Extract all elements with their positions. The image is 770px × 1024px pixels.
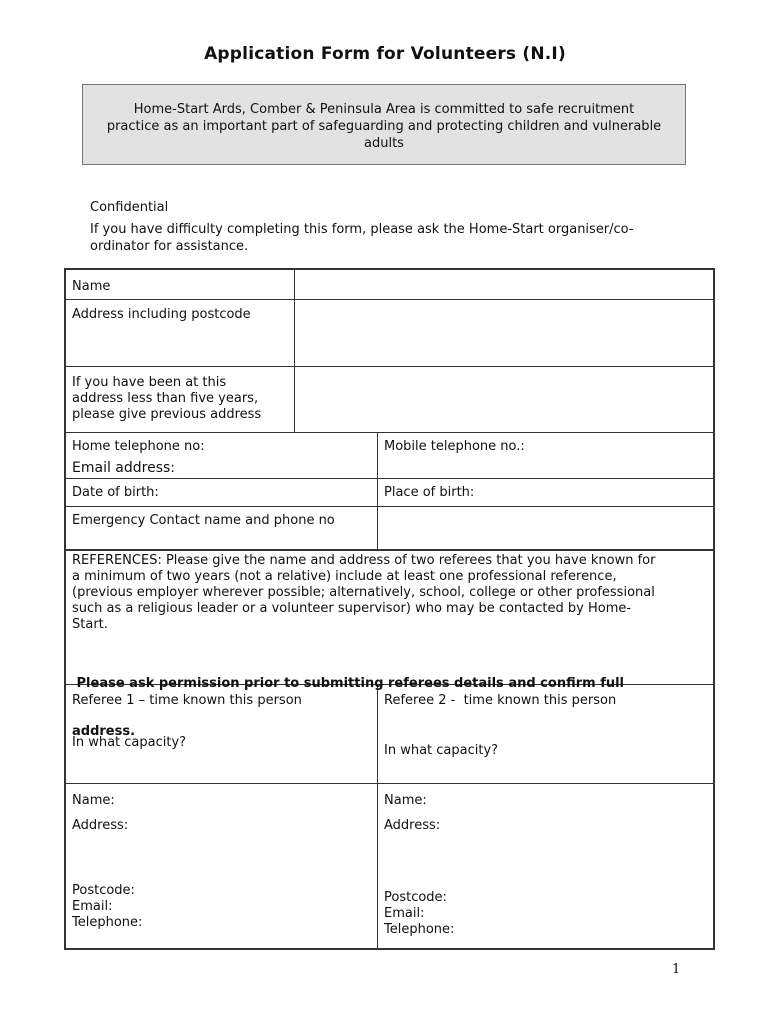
previous-address-label: [72, 375, 261, 423]
references-line-4: such as a religious leader or a volunteer supervisor) who may be contacted by Home-: [72, 601, 632, 616]
date-of-birth-label: Date of birth:: [72, 485, 159, 500]
safeguarding-notice: [82, 84, 686, 165]
referee-2-address-label: Address:: [384, 818, 441, 833]
referee-1-capacity-label: In what capacity?: [72, 735, 187, 750]
referee-1-time-label: Referee 1 – time known this person: [72, 693, 302, 708]
references-instructions: [72, 553, 712, 633]
emergency-contact-input[interactable]: [378, 507, 713, 549]
references-line-2: a minimum of two years (not a relative) include at least one professional reference,: [72, 569, 617, 584]
notice-line-1: Home-Start Ards, Comber & Peninsula Area is committed to safe recruitment: [133, 102, 635, 117]
referee-2-email-label: Email:: [384, 906, 425, 921]
referee-2-capacity-label: In what capacity?: [384, 743, 499, 758]
address-label: Address including postcode: [72, 307, 251, 322]
row-divider: [66, 478, 713, 479]
application-table: [64, 268, 715, 950]
confidential-label: Confidential: [90, 200, 169, 215]
references-line-1: REFERENCES: Please give the name and address of two referees that you have known for: [72, 553, 656, 568]
home-telephone-label: Home telephone no:: [72, 439, 205, 454]
email-label: Email address:: [72, 460, 176, 476]
help-line-2: ordinator for assistance.: [90, 239, 249, 254]
permission-line-1: Please ask permission prior to submitting referees details and confirm full: [72, 676, 625, 691]
row-divider: [66, 783, 713, 784]
previous-address-line-1: If you have been at this: [72, 375, 227, 390]
mobile-telephone-label: Mobile telephone no.:: [384, 439, 525, 454]
referee-1-contact-labels: [72, 883, 142, 931]
name-input[interactable]: [295, 270, 713, 299]
referee-2-postcode-label: Postcode:: [384, 890, 447, 905]
referee-1-address-label: Address:: [72, 818, 129, 833]
referee-1-name-label: Name:: [72, 793, 115, 808]
address-input[interactable]: [295, 300, 713, 366]
references-line-3: (previous employer wherever possible; alternatively, school, college or other professional: [72, 585, 655, 600]
referee-2-telephone-label: Telephone:: [384, 922, 455, 937]
referee-2-name-label: Name:: [384, 793, 427, 808]
page-number: 1: [672, 962, 681, 977]
previous-address-line-2: address less than five years,: [72, 391, 259, 406]
previous-address-line-3: please give previous address: [72, 407, 262, 422]
previous-address-input[interactable]: [295, 367, 713, 432]
referee-2-time-label: Referee 2 - time known this person: [384, 693, 617, 708]
name-label: Name: [72, 279, 111, 294]
permission-line-2: address.: [72, 724, 136, 739]
form-title: Application Form for Volunteers (N.I): [204, 44, 566, 64]
referee-2-contact-labels: [384, 890, 454, 938]
references-line-5: Start.: [72, 617, 108, 632]
notice-line-3: adults: [364, 136, 404, 151]
emergency-contact-label: Emergency Contact name and phone no: [72, 513, 335, 528]
referee-1-postcode-label: Postcode:: [72, 883, 135, 898]
referee-1-email-label: Email:: [72, 899, 113, 914]
help-line-1: If you have difficulty completing this form, please ask the Home-Start organiser/co-: [90, 222, 634, 237]
place-of-birth-label: Place of birth:: [384, 485, 475, 500]
notice-line-2: practice as an important part of safeguarding and protecting children and vulnerable: [106, 119, 662, 134]
help-text: [90, 221, 690, 255]
row-divider: [66, 432, 713, 433]
row-divider: [66, 549, 713, 551]
referee-1-telephone-label: Telephone:: [72, 915, 143, 930]
